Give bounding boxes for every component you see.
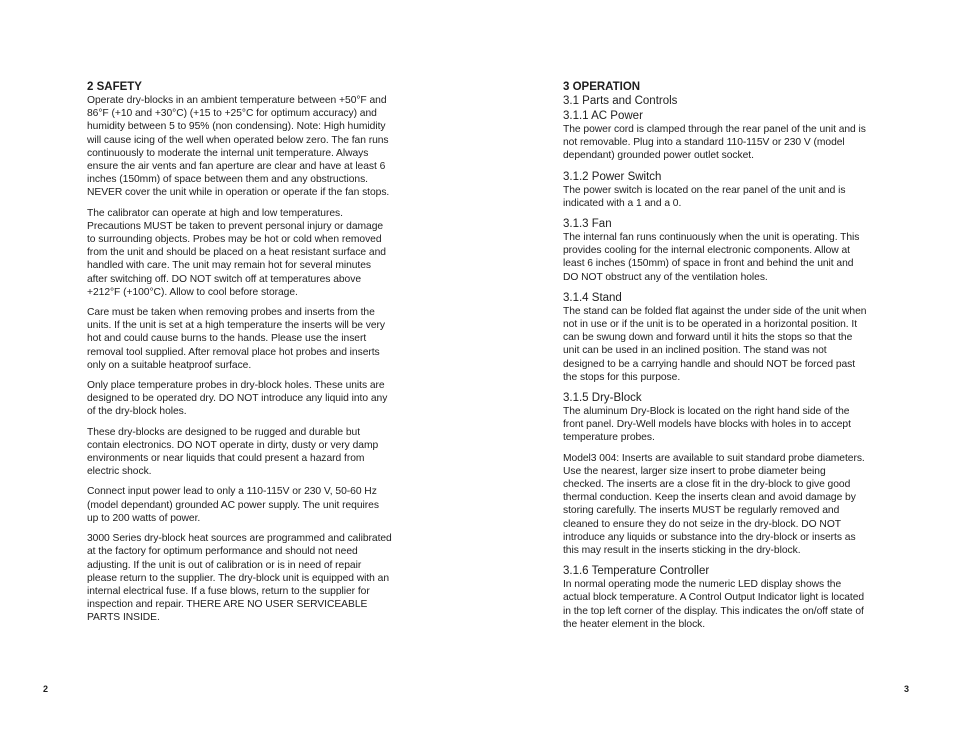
safety-paragraph: The calibrator can operate at high and low temperatures. Precautions MUST be taken to prevent personal injury or damage to surrounding objects. Probes may be hot or cold when removed from the unit and should be placed on a heat resistant surface and handled with care. The unit may remain hot for several minutes after switching off. DO NOT switch off at temperatures above +212°F (+100°C). Allow to cool before storage. (87, 207, 386, 298)
safety-paragraph: These dry-blocks are designed to be rugged and durable but contain electronics. DO NOT operate in dirty, dusty or very damp environments or near liquids that could present a hazard from electric shock. (87, 426, 379, 478)
page-number: 2 (43, 684, 49, 694)
operation-column (563, 80, 869, 638)
section-body: In normal operating mode the numeric LED display shows the actual block temperature. A Control Output Indicator light is located in the top left corner of the display. This indicates the on/off state of the heater element in the block. (563, 579, 865, 630)
section-title: 3.1.3 Fan (563, 218, 612, 231)
safety-paragraph: Care must be taken when removing probes and inserts from the units. If the unit is set at a high temperature the inserts will be very hot and could cause burns to the hands. Please use the insert removal tool supplied. After removal place hot probes and inserts only on a suitable heatproof surface. (87, 307, 386, 371)
safety-paragraph: Connect input power lead to only a 110-115V or 230 V, 50-60 Hz (model dependant) grounded AC power supply. The unit requires up to 200 watts of power. (87, 486, 379, 524)
section-body: The aluminum Dry-Block is located on the right hand side of the front panel. Dry-Well models have blocks with holes in to accept temperature probes. (563, 406, 851, 444)
section-body: The power cord is clamped through the rear panel of the unit and is not removable. Plug into a standard 110-115V or 230 V (model dependant) grounded power outlet socket. (563, 124, 866, 162)
page-number: 3 (904, 684, 910, 694)
section-body: The internal fan runs continuously when the unit is operating. This provides cooling for the internal electronic components. Allow at least 6 inches (150mm) of space in front and behind the unit and DO NOT obstruct any of the ventilation holes. (563, 232, 860, 283)
safety-paragraph: Operate dry-blocks in an ambient temperature between +50°F and 86°F (+10 and +30°C) (+15 to +25°C for optimum accuracy) and humidity between 5 to 95% (non condensing). Note: High humidity will cause icing of the well when operated below zero. The fan runs continuously to moderate the internal unit temperature. Always ensure the air vents and fan aperture are clear and have at least 6 inches (150mm) of space between them and any obstructions. NEVER cover the unit while in operation or operate if the fan stops. (87, 95, 390, 199)
model-note-paragraph: Model3 004: Inserts are available to suit standard probe diameters. Use the nearest, larger size insert to probe diameter being checked. The inserts are a close fit in the dry-block to give good thermal conduction. Keep the inserts clean and avoid damage by storing carefully. The inserts MUST be regularly removed and cleaned to ensure they do not seize in the dry-block. DO NOT introduce any liquids or substance into the dry-block or inserts as this may result in the inserts sticking in the dry-block. (563, 452, 865, 557)
safety-heading: 2 SAFETY (87, 81, 142, 93)
section-ac-power (563, 109, 869, 163)
section-title: 3.1.1 AC Power (563, 110, 643, 122)
safety-column (87, 80, 392, 632)
section-fan (563, 217, 869, 284)
section-body: The stand can be folded flat against the under side of the unit when not in use or if the unit is to be operated in a horizontal position. It can be swung down and forward until it hits the stops so that the unit can be used in an inclined position. The stand was not designed to be a carrying handle and should NOT be forced past the stops for this purpose. (563, 305, 867, 383)
parts-controls-subheading: 3.1 Parts and Controls (563, 95, 678, 107)
section-dry-block (563, 391, 869, 445)
right-page (477, 0, 954, 738)
section-body: The power switch is located on the rear panel of the unit and is indicated with a 1 and a 0. (563, 184, 846, 209)
section-stand (563, 291, 869, 384)
section-title: 3.1.6 Temperature Controller (563, 565, 710, 578)
section-temperature-controller (563, 564, 869, 631)
operation-heading: 3 OPERATION (563, 81, 641, 93)
section-title: 3.1.5 Dry-Block (563, 392, 642, 405)
safety-paragraph: 3000 Series dry-block heat sources are programmed and calibrated at the factory for optimum performance and should not need adjusting. If the unit is out of calibration or is in need of repair please return to the supplier. The dry-block unit is equipped with an internal electrical fuse. If a fuse blows, return to the supplier for inspection and repair. THERE ARE NO USER SERVICEABLE PARTS INSIDE. (87, 533, 392, 624)
section-title: 3.1.4 Stand (563, 291, 622, 304)
safety-paragraph: Only place temperature probes in dry-block holes. These units are designed to be operated dry. DO NOT introduce any liquid into any of the dry-block holes. (87, 380, 388, 418)
section-title: 3.1.2 Power Switch (563, 170, 662, 183)
section-power-switch (563, 170, 869, 210)
